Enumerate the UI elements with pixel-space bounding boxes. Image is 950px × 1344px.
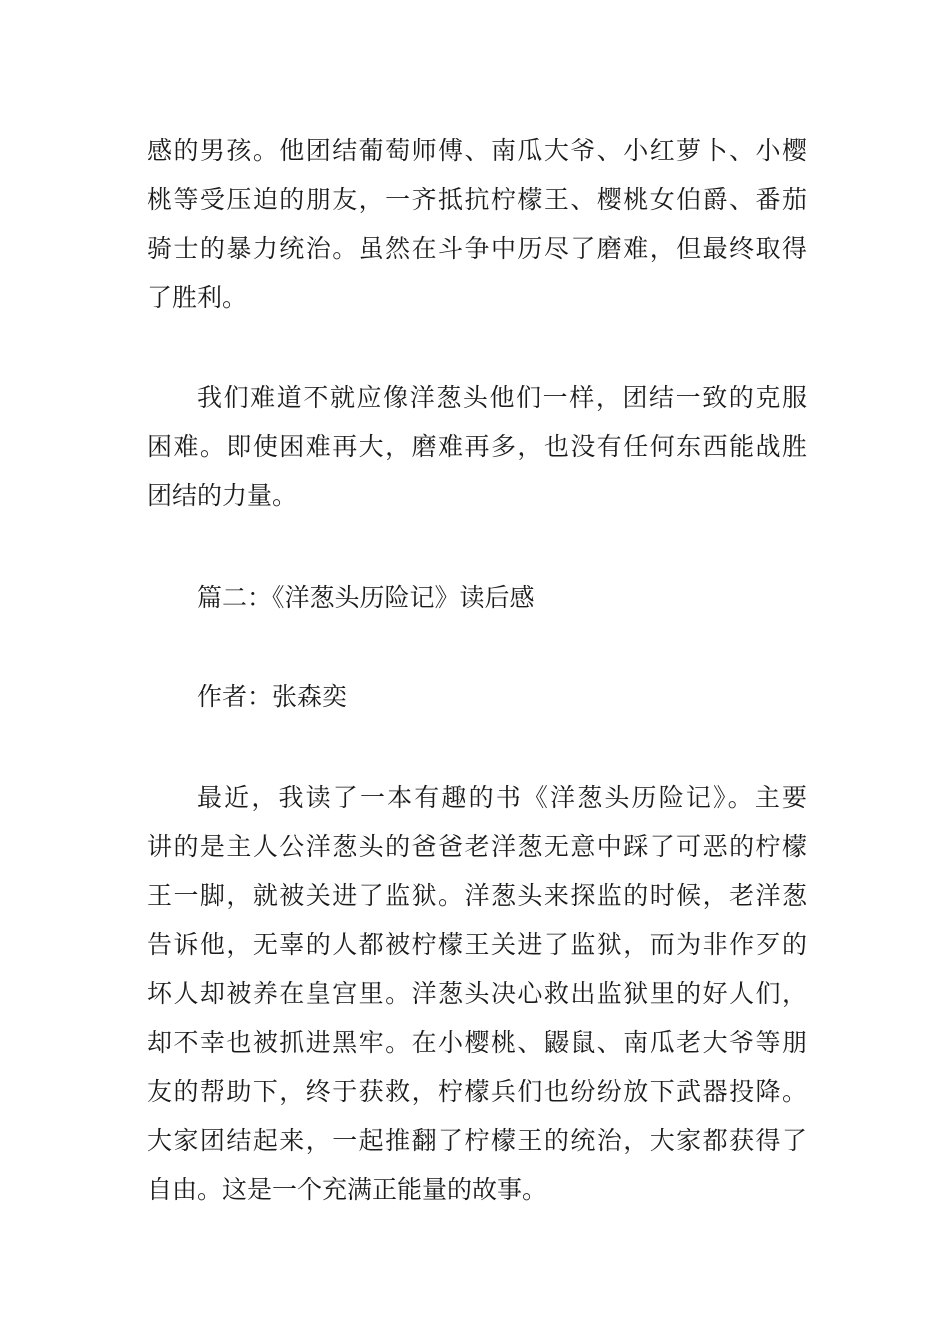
paragraph-line: 骑士的暴力统治。虽然在斗争中历尽了磨难，但最终取得 bbox=[147, 234, 807, 263]
paragraph-line: 却不幸也被抓进黑牢。在小樱桃、鼹鼠、南瓜老大爷等朋 bbox=[147, 1028, 807, 1057]
paragraph-line: 坏人却被养在皇宫里。洋葱头决心救出监狱里的好人们， bbox=[147, 979, 807, 1008]
paragraph-line: 王一脚，就被关进了监狱。洋葱头来探监的时候，老洋葱 bbox=[147, 881, 807, 910]
paragraph-line: 大家团结起来，一起推翻了柠檬王的统治，大家都获得了 bbox=[147, 1126, 807, 1155]
paragraph-line: 困难。即使困难再大，磨难再多，也没有任何东西能战胜 bbox=[147, 432, 807, 461]
paragraph-line: 讲的是主人公洋葱头的爸爸老洋葱无意中踩了可恶的柠檬 bbox=[147, 832, 807, 861]
paragraph-line: 自由。这是一个充满正能量的故事。 bbox=[147, 1175, 548, 1204]
paragraph-line: 团结的力量。 bbox=[147, 481, 298, 510]
paragraph-line: 桃等受压迫的朋友，一齐抵抗柠檬王、樱桃女伯爵、番茄 bbox=[147, 185, 807, 214]
paragraph-line: 最近，我读了一本有趣的书《洋葱头历险记》。主要 bbox=[197, 783, 807, 812]
section-heading: 篇二：《洋葱头历险记》读后感 bbox=[197, 583, 535, 612]
author-line: 作者：张森奕 bbox=[197, 682, 348, 711]
paragraph-line: 了胜利。 bbox=[147, 283, 248, 312]
paragraph-line: 我们难道不就应像洋葱头他们一样，团结一致的克服 bbox=[197, 383, 807, 412]
paragraph-line: 感的男孩。他团结葡萄师傅、南瓜大爷、小红萝卜、小樱 bbox=[147, 136, 807, 165]
paragraph-line: 友的帮助下，终于获救，柠檬兵们也纷纷放下武器投降。 bbox=[147, 1077, 807, 1106]
paragraph-line: 告诉他，无辜的人都被柠檬王关进了监狱，而为非作歹的 bbox=[147, 930, 807, 959]
